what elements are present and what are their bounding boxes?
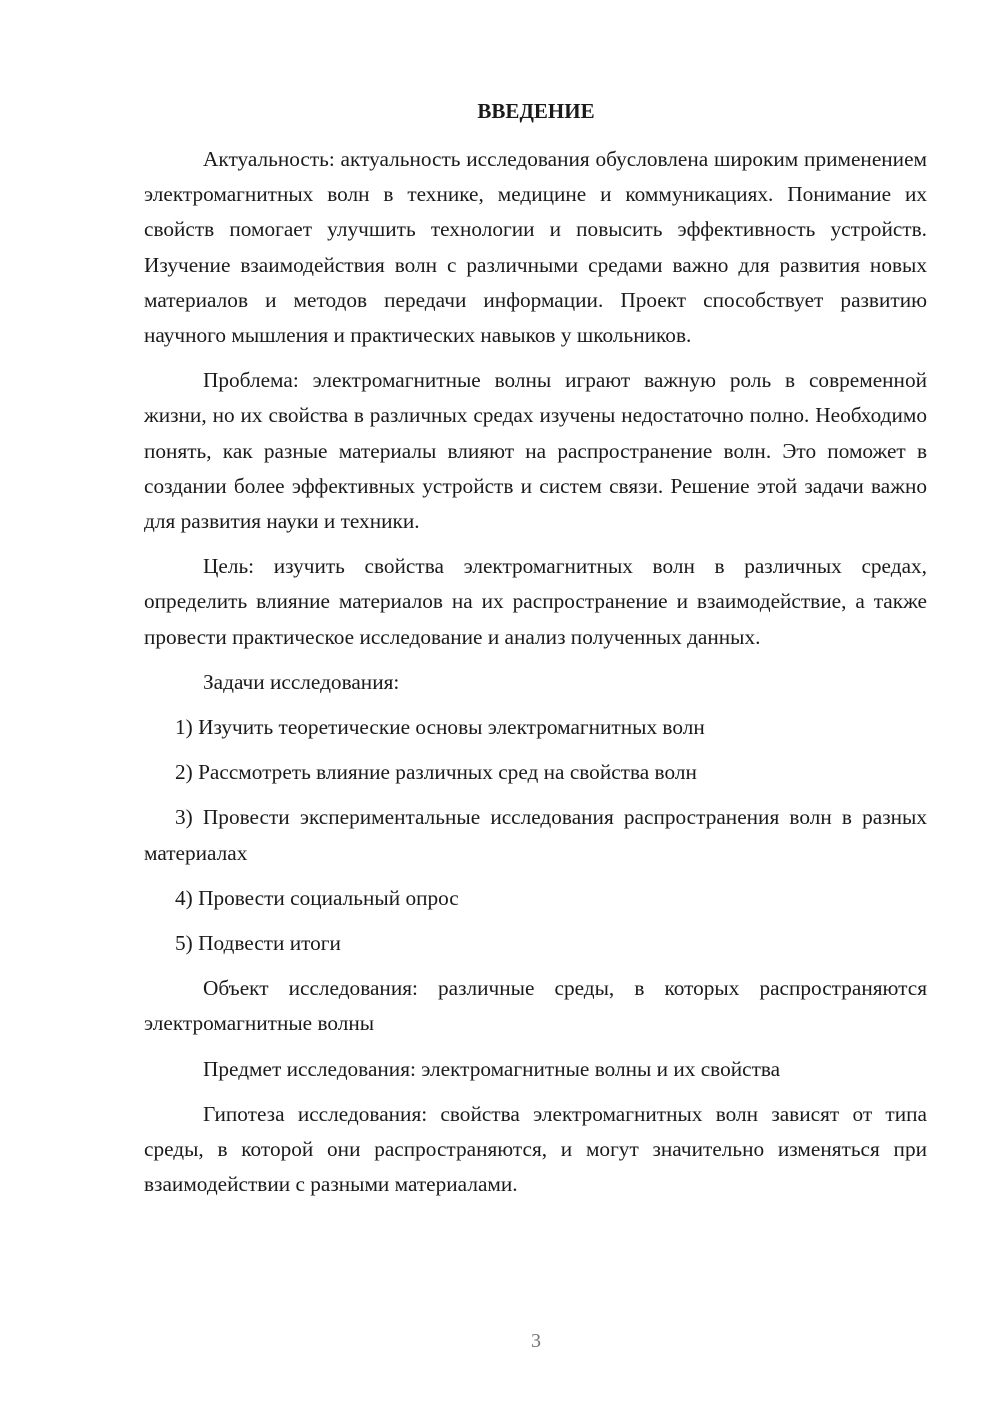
task-item-5: 5) Подвести итоги: [175, 931, 341, 956]
task-item-4: 4) Провести социальный опрос: [175, 885, 459, 910]
page-title: ВВЕДЕНИЕ: [477, 99, 595, 123]
paragraph-problem: Проблема: электромагнитные волны играют важную роль в современной жизни, но их свойства в различных средах изучены недостаточно полно. Необходимо понять, как разные материалы влияют на распространение волн. Это поможет в создании более эффективных устройств и систем связи. Решение этой задачи важно для развития науки и техники.: [144, 368, 927, 534]
paragraph-hypothesis: Гипотеза исследования: свойства электромагнитных волн зависят от типа среды, в которой они распространяются, и могут значительно изменяться при взаимодействии с разными материалами.: [144, 1101, 927, 1197]
paragraph-object: Объект исследования: различные среды, в которых распространяются электромагнитные волны: [144, 976, 927, 1036]
paragraph-subject: Предмет исследования: электромагнитные волны и их свойства: [203, 1056, 781, 1081]
page-number: 3: [531, 1330, 541, 1352]
task-item-3: 3) Провести экспериментальные исследования распространения волн в разных материалах: [144, 805, 927, 865]
paragraph-goal: Цель: изучить свойства электромагнитных волн в различных средах, определить влияние материалов на их распространение и взаимодействие, а также провести практическое исследование и анализ полученных данных.: [144, 554, 927, 649]
task-item-1: 1) Изучить теоретические основы электромагнитных волн: [175, 715, 705, 740]
tasks-heading: Задачи исследования:: [203, 669, 400, 694]
task-item-2: 2) Рассмотреть влияние различных сред на свойства волн: [175, 760, 697, 785]
paragraph-relevance: Актуальность: актуальность исследования обусловлена широким применением электромагнитных волн в технике, медицине и коммуникациях. Понимание их свойств помогает улучшить технологии и повысить эффективность устройств. Изучение взаимодействия волн с различными средами важно для развития новых материалов и методов передачи информации. Проект способствует развитию научного мышления и практических навыков у школьников.: [144, 147, 927, 348]
page-body: [144, 142, 927, 1212]
